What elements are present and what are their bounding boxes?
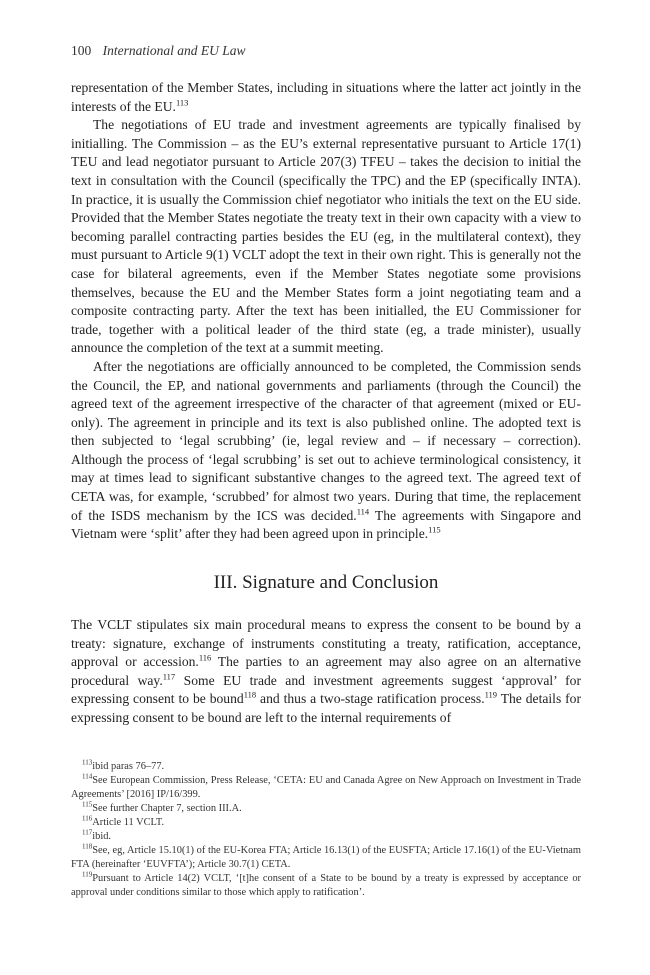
footnote-marker: 116 <box>198 652 212 663</box>
running-head <box>71 43 246 59</box>
footnote-marker: 119 <box>484 689 498 700</box>
paragraph-text: Some EU trade and investment agreements suggest ‘approval’ for expressing consent to be bound <box>71 672 581 707</box>
body-text <box>71 79 581 544</box>
footnote-text: ibid. <box>92 831 112 842</box>
footnote-number: 117 <box>82 828 93 837</box>
paragraph-text: representation of the Member States, including in situations where the latter act jointly in the interests of the EU. <box>71 80 581 114</box>
footnote-marker: 114 <box>356 506 370 517</box>
footnote-number: 115 <box>82 800 93 809</box>
paragraph-text: The VCLT stipulates six main procedural means to express the consent to be bound by a treaty: signature, exchange of instruments constituting a treaty, ratification, acceptance, approval or accession. <box>71 617 581 670</box>
footnote-text: Article 11 VCLT. <box>92 817 165 828</box>
footnote-number: 116 <box>82 814 93 823</box>
paragraph <box>71 358 581 544</box>
section-text <box>71 616 581 728</box>
footnote <box>71 802 581 816</box>
footnote-marker: 115 <box>428 524 441 535</box>
running-title: International and EU Law <box>102 43 246 58</box>
paragraph-text: and thus a two-stage ratification process. <box>256 691 485 707</box>
footnote-number: 119 <box>82 870 93 879</box>
footnote-marker: 118 <box>243 689 257 700</box>
paragraph-text: The details for expressing consent to be bound are left to the internal requirements of <box>71 691 581 725</box>
paragraph <box>71 616 581 728</box>
footnote-number: 118 <box>82 842 93 851</box>
paragraph: The negotiations of EU trade and investment agreements are typically finalised by initialling. The Commission – as the EU’s external representative pursuant to Article 17(1) TEU and lead negotiator pursuant to Article 207(3) TFEU – takes the decision to initial the text in consultation with the Council (specifically the TPC) and the EP (specifically INTA). In practice, it is usually the Commission chief negotiator who initials the text on the EU side. Provided that the Member States negotiate the treaty text in their own capacity with a view to becoming parallel contracting parties besides the EU (eg, in the multilateral context), they must pursuant to Article 9(1) VCLT adopt the text in their own right. This is generally not the case for bilateral agreements, even if the Member States negotiate some provisions themselves, because the EU and the Member States form a joint negotiating team and a composite contracting party. After the text has been initialled, the EU Commissioner for trade, together with a political leader of the third state (eg, a trade minister), usually announce the completion of the text at a summit meeting. <box>71 117 581 356</box>
footnote-number: 113 <box>82 758 93 767</box>
footnote-number: 114 <box>82 772 93 781</box>
footnote <box>71 816 581 830</box>
footnote <box>71 760 581 774</box>
paragraph-text: The agreements with Singapore and Vietnam were ‘split’ after they had been agreed upon in principle. <box>71 507 581 542</box>
footnote <box>71 774 581 802</box>
footnote-text: See European Commission, Press Release, ‘CETA: EU and Canada Agree on New Approach on Investment in Trade Agreements’ [2016] IP/16/399. <box>71 775 581 800</box>
footnote-marker: 117 <box>162 671 176 682</box>
paragraph-text: After the negotiations are officially announced to be completed, the Commission sends the Council, the EP, and national governments and parliaments (through the Council) the agreed text of the agreement irrespective of the character of that agreement (mixed or EU-only). The agreement in principle and its text is also published online. The adopted text is then subjected to ‘legal scrubbing’ (ie, legal review and – if necessary – correction). Although the process of ‘legal scrubbing’ is set out to achieve terminological consistency, it may at times lead to significant substantive changes to the agreed text. The agreed text of CETA was, for example, ‘scrubbed’ for almost two years. During that time, the replacement of the ISDS mechanism by the ICS was decided. <box>71 358 581 523</box>
footnote-text: See, eg, Article 15.10(1) of the EU-Korea FTA; Article 16.13(1) of the EUSFTA; Article 17.16(1) of the EU-Vietnam FTA (hereinafter ‘EUVFTA’); Article 30.7(1) CETA. <box>71 845 581 870</box>
footnote <box>71 844 581 872</box>
paragraph <box>71 79 581 116</box>
section-heading: III. Signature and Conclusion <box>213 572 439 593</box>
footnote-text: ibid paras 76–77. <box>92 761 165 772</box>
footnote-text: Pursuant to Article 14(2) VCLT, ‘[t]he consent of a State to be bound by a treaty is expressed by acceptance or approval under conditions similar to those which apply to ratification’. <box>71 873 581 898</box>
page-number: 100 <box>71 43 92 58</box>
footnotes <box>71 760 581 900</box>
footnote-text: See further Chapter 7, section III.A. <box>92 803 242 814</box>
footnote-marker: 113 <box>175 97 189 108</box>
paragraph-text: The parties to an agreement may also agree on an alternative procedural way. <box>71 654 581 688</box>
footnote <box>71 872 581 900</box>
footnote <box>71 830 581 844</box>
